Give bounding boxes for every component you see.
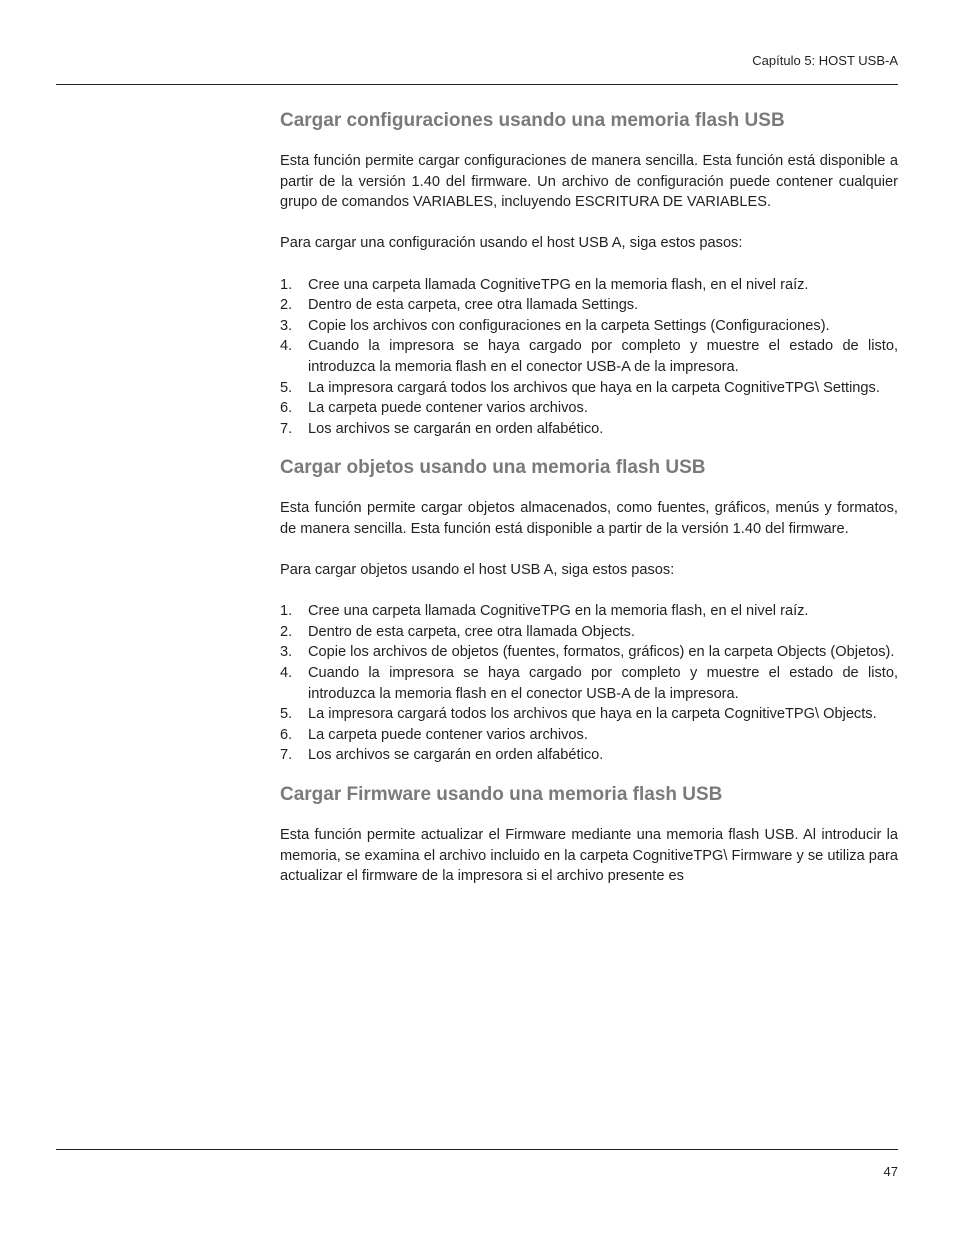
step-number: 6. — [280, 400, 293, 417]
section-title: Cargar Firmware usando una memoria flash USB — [280, 784, 723, 806]
header-rule — [56, 84, 898, 85]
step-number: 7. — [280, 420, 293, 437]
section-lead: Para cargar objetos usando el host USB A, siga estos pasos: — [280, 562, 675, 579]
list-item — [280, 622, 898, 643]
step-text: La impresora cargará todos los archivos que haya en la carpeta CognitiveTPG\ Settings. — [308, 379, 880, 396]
section-intro: Esta función permite cargar objetos almacenados, como fuentes, gráficos, menús y formatos, de manera sencilla. Esta función está disponible a partir de la versión 1.40 del firmware. — [280, 500, 898, 537]
step-text: La carpeta puede contener varios archivos. — [308, 400, 588, 417]
section-intro: Esta función permite cargar configuraciones de manera sencilla. Esta función está disponible a partir de la versión 1.40 del firmware. Un archivo de configuración puede contener cualquier grupo de comandos VARIABLES, incluyendo ESCRITURA DE VARIABLES. — [280, 153, 898, 211]
section-intro: Esta función permite actualizar el Firmware mediante una memoria flash USB. Al introducir la memoria, se examina el archivo incluido en la carpeta CognitiveTPG\ Firmware y se utiliza para actualizar el firmware de la impresora si el archivo presente es — [280, 827, 898, 885]
step-number: 2. — [280, 623, 293, 640]
list-item — [280, 275, 898, 296]
step-text: La carpeta puede contener varios archivos. — [308, 726, 588, 743]
list-item — [280, 336, 898, 377]
step-number: 3. — [280, 644, 293, 661]
running-header: Capítulo 5: HOST USB-A — [752, 53, 898, 68]
list-item — [280, 398, 898, 419]
section-lead: Para cargar una configuración usando el host USB A, siga estos pasos: — [280, 235, 743, 252]
steps-list — [280, 275, 898, 440]
step-number: 1. — [280, 603, 293, 620]
step-number: 4. — [280, 338, 293, 355]
step-number: 2. — [280, 297, 293, 314]
step-number: 6. — [280, 726, 293, 743]
step-text: Cree una carpeta llamada CognitiveTPG en la memoria flash, en el nivel raíz. — [308, 276, 809, 293]
step-text: Cuando la impresora se haya cargado por completo y muestre el estado de listo, introduzca la memoria flash en el conector USB-A de la impresora. — [308, 338, 898, 375]
page-number: 47 — [883, 1164, 898, 1179]
step-text: Cuando la impresora se haya cargado por completo y muestre el estado de listo, introduzca la memoria flash en el conector USB-A de la impresora. — [308, 665, 898, 702]
step-text: La impresora cargará todos los archivos que haya en la carpeta CognitiveTPG\ Objects. — [308, 706, 877, 723]
step-text: Dentro de esta carpeta, cree otra llamada Settings. — [308, 297, 639, 314]
step-text: Los archivos se cargarán en orden alfabético. — [308, 747, 604, 764]
step-number: 1. — [280, 276, 293, 293]
step-text: Dentro de esta carpeta, cree otra llamada Objects. — [308, 623, 635, 640]
step-number: 5. — [280, 706, 293, 723]
step-number: 3. — [280, 317, 293, 334]
step-text: Copie los archivos de objetos (fuentes, formatos, gráficos) en la carpeta Objects (Objetos). — [308, 644, 895, 661]
section-objects — [280, 454, 898, 766]
list-item — [280, 704, 898, 725]
footer-rule — [56, 1149, 898, 1150]
step-number: 5. — [280, 379, 293, 396]
list-item — [280, 642, 898, 663]
list-item — [280, 378, 898, 399]
list-item — [280, 419, 898, 440]
page-content — [280, 107, 898, 902]
step-text: Cree una carpeta llamada CognitiveTPG en la memoria flash, en el nivel raíz. — [308, 603, 809, 620]
list-item — [280, 745, 898, 766]
section-firmware — [280, 781, 898, 887]
step-number: 4. — [280, 665, 293, 682]
step-number: 7. — [280, 747, 293, 764]
section-title: Cargar objetos usando una memoria flash USB — [280, 457, 706, 479]
list-item — [280, 663, 898, 704]
section-configurations — [280, 107, 898, 439]
list-item — [280, 295, 898, 316]
list-item — [280, 601, 898, 622]
list-item — [280, 725, 898, 746]
step-text: Los archivos se cargarán en orden alfabético. — [308, 420, 604, 437]
section-title: Cargar configuraciones usando una memoria flash USB — [280, 110, 785, 131]
list-item — [280, 316, 898, 337]
step-text: Copie los archivos con configuraciones en la carpeta Settings (Configuraciones). — [308, 317, 830, 334]
steps-list — [280, 601, 898, 766]
